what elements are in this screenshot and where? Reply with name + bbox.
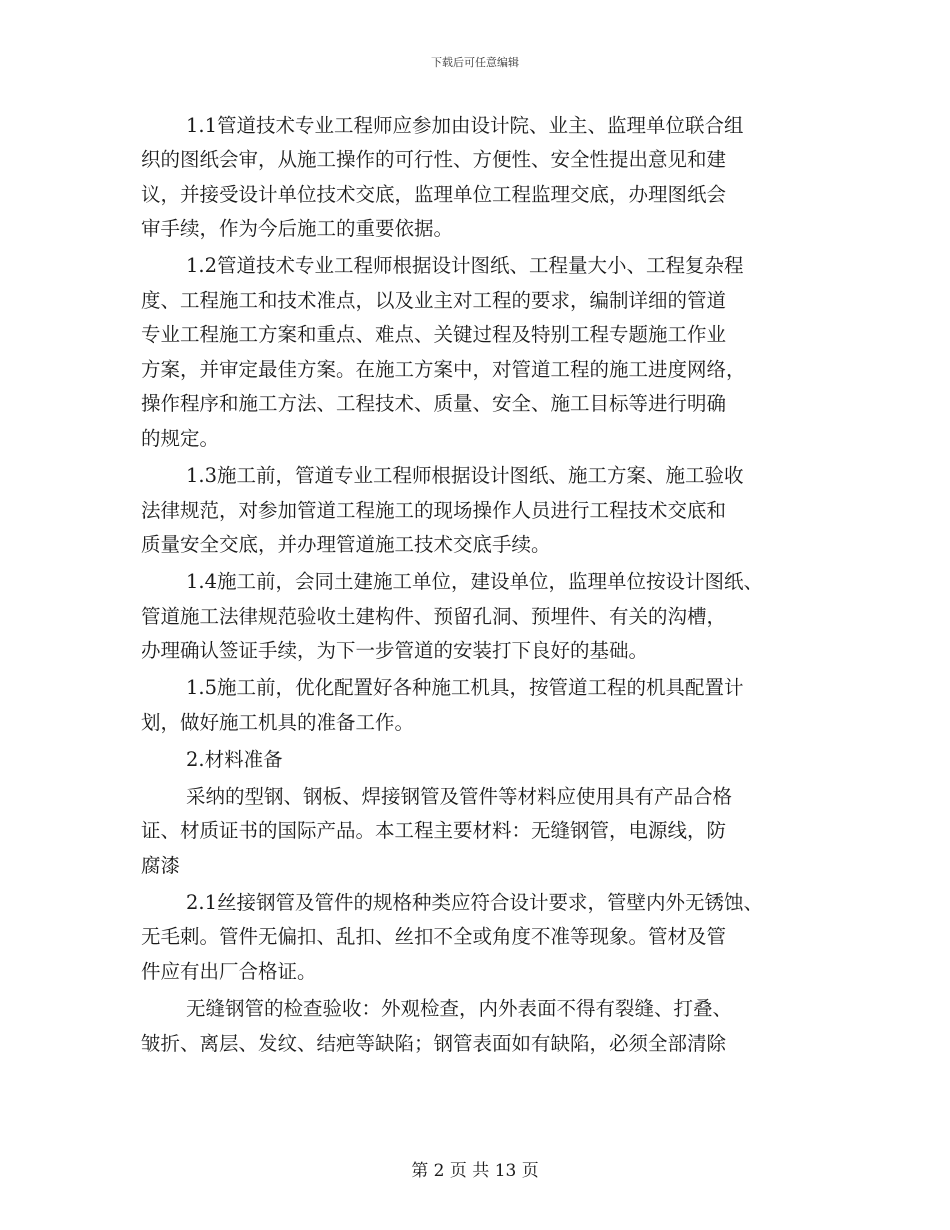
paragraph-line: 操作程序和施工方法、工程技术、质量、安全、施工目标等进行明确 <box>141 392 727 415</box>
paragraph-first-line: 1.5施工前，优化配置好各种施工机具，按管道工程的机具配置计 <box>186 676 744 699</box>
paragraph-line: 审手续，作为今后施工的重要依据。 <box>141 217 454 240</box>
paragraph-line: 的规定。 <box>141 427 220 450</box>
paragraph-first-line: 1.1管道技术专业工程师应参加由设计院、业主、监理单位联合组 <box>186 114 744 137</box>
paragraph-line: 法律规范，对参加管道工程施工的现场操作人员进行工程技术交底和 <box>141 499 727 522</box>
paragraph-line: 证、材质证书的国际产品。本工程主要材料：无缝钢管，电源线，防 <box>141 819 727 842</box>
paragraph-line: 办理确认签证手续，为下一步管道的安装打下良好的基础。 <box>141 639 649 662</box>
paragraph-line: 腐漆 <box>141 854 181 877</box>
paragraph-line: 管道施工法律规范验收土建构件、预留孔洞、预埋件、有关的沟槽， <box>141 605 727 628</box>
paragraph-first-line: 1.2管道技术专业工程师根据设计图纸、工程量大小、工程复杂程 <box>186 254 744 277</box>
paragraph-first-line: 2.材料准备 <box>186 748 283 771</box>
paragraph-line: 专业工程施工方案和重点、难点、关键过程及特别工程专题施工作业 <box>141 323 727 346</box>
paragraph-line: 无毛刺。管件无偏扣、乱扣、丝扣不全或角度不准等现象。管材及管 <box>141 925 727 948</box>
paragraph-first-line: 2.1丝接钢管及管件的规格种类应符合设计要求，管壁内外无锈蚀、 <box>186 891 764 914</box>
paragraph-line: 划，做好施工机具的准备工作。 <box>141 711 415 734</box>
paragraph-first-line: 采纳的型钢、钢板、焊接钢管及管件等材料应使用具有产品合格 <box>186 785 733 808</box>
paragraph-first-line: 无缝钢管的检查验收：外观检查，内外表面不得有裂缝、打叠、 <box>186 997 733 1020</box>
page-header: 下载后可任意编辑 <box>431 56 519 69</box>
paragraph-line: 方案，并审定最佳方案。在施工方案中，对管道工程的施工进度网络， <box>141 358 746 381</box>
paragraph-line: 织的图纸会审，从施工操作的可行性、方便性、安全性提出意见和建 <box>141 148 727 171</box>
paragraph-line: 皱折、离层、发纹、结疤等缺陷；钢管表面如有缺陷，必须全部清除 <box>141 1032 727 1055</box>
paragraph-line: 件应有出厂合格证。 <box>141 960 317 983</box>
paragraph-line: 议，并接受设计单位技术交底，监理单位工程监理交底，办理图纸会 <box>141 183 727 206</box>
page-number-footer: 第 2 页 共 13 页 <box>411 1161 539 1181</box>
paragraph-first-line: 1.3施工前，管道专业工程师根据设计图纸、施工方案、施工验收 <box>186 464 744 487</box>
paragraph-line: 质量安全交底，并办理管道施工技术交底手续。 <box>141 533 551 556</box>
paragraph-line: 度、工程施工和技术准点，以及业主对工程的要求，编制详细的管道 <box>141 289 727 312</box>
paragraph-first-line: 1.4施工前，会同土建施工单位，建设单位，监理单位按设计图纸、 <box>186 570 764 593</box>
